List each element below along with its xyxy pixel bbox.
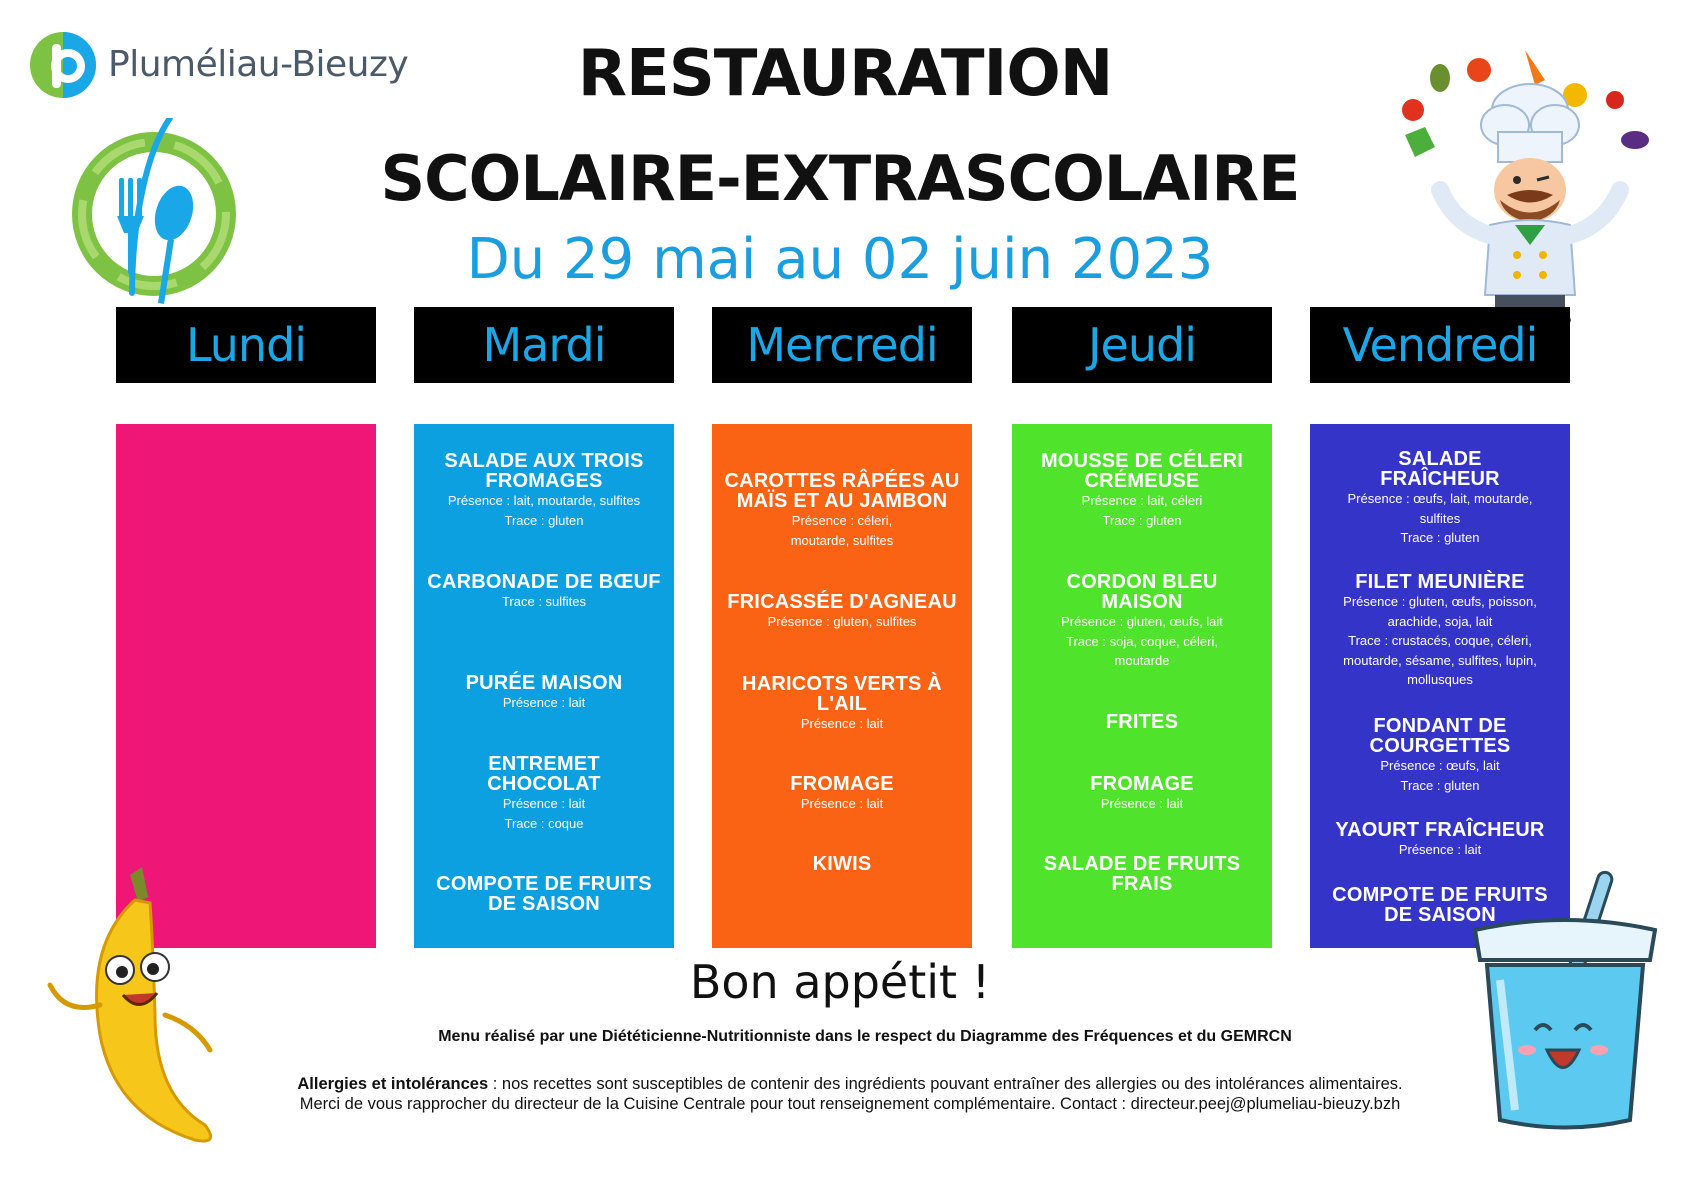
dish-note: Présence : lait	[1100, 796, 1184, 811]
dish-name: HARICOTS VERTS À L'AIL	[742, 673, 942, 715]
dish-item	[720, 471, 964, 550]
dish-note: Présence : lait, moutarde, sulfites	[447, 493, 641, 508]
dish-name: YAOURT FRAÎCHEUR	[1335, 819, 1545, 841]
dish-name: SALADE DE FRUITS FRAIS	[1043, 853, 1241, 895]
dish-name: FILET MEUNIÈRE	[1355, 571, 1525, 593]
dish-name: COMPOTE DE FRUITS DE SAISON	[436, 873, 652, 915]
dish-note: Trace : gluten	[1400, 777, 1480, 793]
dish-note: Trace : coque	[504, 815, 584, 831]
dish-item	[720, 592, 964, 632]
footer-allergies-note	[220, 1074, 1480, 1114]
dish-item	[422, 754, 666, 833]
dish-item	[422, 673, 666, 713]
dish-name: CARBONADE DE BŒUF	[427, 571, 661, 593]
dish-item	[422, 572, 666, 612]
dish-name: COMPOTE DE FRUITS DE SAISON	[1332, 884, 1548, 926]
menu-column-mardi	[414, 424, 674, 948]
allergies-label: Allergies et intolérances	[297, 1075, 489, 1093]
dish-item	[1020, 854, 1264, 894]
dish-name: FROMAGE	[1090, 773, 1194, 795]
day-header-lundi: Lundi	[116, 307, 376, 383]
dish-item	[422, 874, 666, 914]
dish-note: Présence : gluten, sulfites	[767, 614, 917, 629]
dish-item	[1020, 774, 1264, 814]
day-header-vendredi: Vendredi	[1310, 307, 1570, 383]
plate-cutlery-icon	[62, 118, 242, 308]
dish-name: MOUSSE DE CÉLERI CRÉMEUSE	[1040, 450, 1244, 492]
dish-name: ENTREMET CHOCOLAT	[487, 753, 601, 795]
brand-name: Pluméliau-Bieuzy	[108, 44, 409, 85]
dish-note: Présence : œufs, lait, moutarde, sulfites	[1347, 491, 1533, 526]
dish-name: PURÉE MAISON	[465, 672, 623, 694]
dish-note: Présence : céleri, moutarde, sulfites	[790, 513, 894, 548]
page-title-line2: SCOLAIRE-EXTRASCOLAIRE	[380, 142, 1300, 215]
day-header-jeudi: Jeudi	[1012, 307, 1272, 383]
dish-name: SALADE AUX TROIS FROMAGES	[444, 450, 644, 492]
dish-name: FONDANT DE COURGETTES	[1369, 715, 1511, 757]
dish-name: KIWIS	[812, 853, 872, 875]
dish-name: SALADE FRAÎCHEUR	[1380, 448, 1500, 490]
day-header-mardi: Mardi	[414, 307, 674, 383]
dish-name: FRITES	[1105, 711, 1179, 733]
menu-column-mercredi	[712, 424, 972, 948]
dish-item	[422, 451, 666, 530]
dish-name: FRICASSÉE D'AGNEAU	[727, 591, 957, 613]
brand-logo	[28, 30, 409, 100]
dish-item	[720, 674, 964, 734]
dish-note: Trace : crustacés, coque, céleri, moutarde, sésame, sulfites, lupin, mollusques	[1343, 633, 1537, 687]
dish-note: Présence : lait	[1398, 842, 1482, 857]
dish-note: Présence : lait	[502, 796, 586, 811]
bon-appetit-text: Bon appétit !	[689, 955, 991, 1009]
dish-item	[1020, 712, 1264, 732]
dish-item	[1020, 451, 1264, 530]
dish-name: CORDON BLEU MAISON	[1066, 571, 1218, 613]
footer-dietitian-note: Menu réalisé par une Diététicienne-Nutritionniste dans le respect du Diagramme des Fréquences et du GEMRCN	[438, 1028, 1292, 1045]
dish-note: Trace : gluten	[1102, 512, 1182, 528]
dish-item	[1318, 572, 1562, 690]
week-dates: Du 29 mai au 02 juin 2023	[466, 227, 1214, 292]
dish-item	[720, 854, 964, 874]
dish-note: Présence : lait	[800, 716, 884, 731]
chef-illustration-icon	[1395, 40, 1665, 330]
dish-note: Trace : soja, coque, céleri, moutarde	[1066, 633, 1218, 668]
footer-contact: Merci de vous rapprocher du directeur de la Cuisine Centrale pour tout renseignement complémentaire. Contact : directeur.peej@plumeliau-bieuzy.bzh	[299, 1095, 1401, 1113]
dish-item	[1318, 449, 1562, 548]
dish-note: Présence : lait	[800, 796, 884, 811]
dish-item	[1318, 716, 1562, 795]
page-title-line1: RESTAURATION	[577, 37, 1113, 111]
dish-note: Trace : gluten	[504, 512, 584, 528]
dish-note: Présence : gluten, œufs, lait	[1061, 614, 1223, 629]
yogurt-mascot-icon	[1465, 870, 1665, 1140]
dish-note: Présence : lait, céleri	[1081, 493, 1203, 508]
brand-mark-icon	[28, 30, 98, 100]
menu-column-jeudi	[1012, 424, 1272, 948]
banana-mascot-icon	[45, 865, 245, 1155]
day-header-mercredi: Mercredi	[712, 307, 972, 383]
dish-note: Présence : œufs, lait	[1380, 758, 1500, 773]
allergies-text: : nos recettes sont susceptibles de contenir des ingrédients pouvant entraîner des allergies ou des intolérances alimentaires.	[488, 1075, 1403, 1093]
dish-item	[1020, 572, 1264, 671]
dish-note: Trace : gluten	[1400, 530, 1480, 545]
dish-name: FROMAGE	[790, 773, 894, 795]
dish-note: Présence : lait	[502, 695, 586, 710]
dish-item	[720, 774, 964, 814]
dish-note: Trace : sulfites	[501, 594, 587, 609]
dish-note: Présence : gluten, œufs, poisson, arachide, soja, lait	[1343, 594, 1537, 629]
dish-name: CAROTTES RÂPÉES AU MAÏS ET AU JAMBON	[724, 470, 960, 512]
dish-item	[1318, 820, 1562, 860]
